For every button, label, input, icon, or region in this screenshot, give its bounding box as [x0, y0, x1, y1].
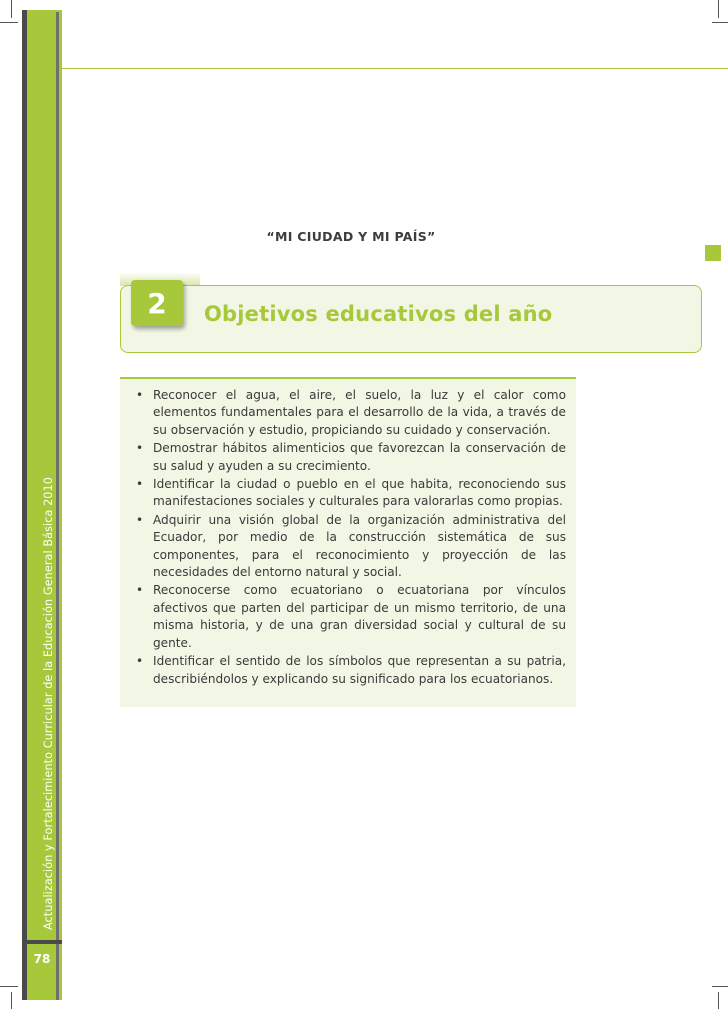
objective-text: Identificar el sentido de los símbolos que representan a su patria, describiéndolos y explicando su significado para los ecuatorianos. [153, 654, 566, 686]
bullet-icon: • [136, 477, 144, 492]
bullet-icon: • [136, 583, 144, 598]
list-item [134, 387, 566, 439]
objective-text: Demostrar hábitos alimenticios que favorezcan la conservación de su salud y ayuden a su crecimiento. [153, 441, 566, 473]
section-number-badge: 2 [131, 280, 183, 326]
objective-text: Reconocerse como ecuatoriano o ecuatoriana por vínculos afectivos que parten del participar de un mismo territorio, de una misma historia, y de una gran diversidad social y cultural de su gente. [153, 583, 566, 650]
bullet-icon: • [136, 512, 144, 527]
crop-mark [718, 0, 719, 18]
margin-marker [705, 245, 721, 261]
crop-mark [11, 0, 12, 18]
sidebar-vertical-title: Actualización y Fortalecimiento Curricular de la Educación General Básica 2010 [42, 477, 55, 930]
crop-mark [718, 992, 719, 1009]
crop-mark [0, 22, 18, 23]
crop-mark [712, 986, 728, 987]
sidebar-divider [22, 940, 62, 944]
list-item [134, 582, 566, 652]
bullet-icon: • [136, 388, 144, 402]
sidebar-edge [22, 10, 27, 1000]
list-item [134, 440, 566, 475]
objective-text: Adquirir una visión global de la organización administrativa del Ecuador, por medio de la construcción sistemática de sus componentes, para el reconocimiento y proyección de las necesidades del entorno natural y social. [153, 512, 566, 580]
page-number: 78 [33, 952, 51, 966]
crop-mark [11, 992, 12, 1009]
crop-mark [712, 22, 728, 23]
bullet-icon: • [136, 441, 144, 456]
section-title: Objetivos educativos del año [204, 302, 553, 326]
header-rule [62, 68, 728, 69]
bullet-icon: • [136, 654, 144, 669]
objective-text: Reconocer el agua, el aire, el suelo, la luz y el calor como elementos fundamentales para el desarrollo de la vida, a través de su observación y estudio, propiciando su cuidado y conservación. [153, 388, 566, 437]
list-item [134, 653, 566, 688]
list-item [134, 476, 566, 511]
objective-text: Identificar la ciudad o pueblo en el que habita, reconociendo sus manifestaciones sociales y culturales para valorarlas como propias. [153, 477, 566, 509]
objectives-list [134, 387, 566, 689]
crop-mark [0, 986, 18, 987]
page-subtitle: “MI CIUDAD Y MI PAÍS” [266, 229, 436, 244]
list-item [134, 512, 566, 582]
